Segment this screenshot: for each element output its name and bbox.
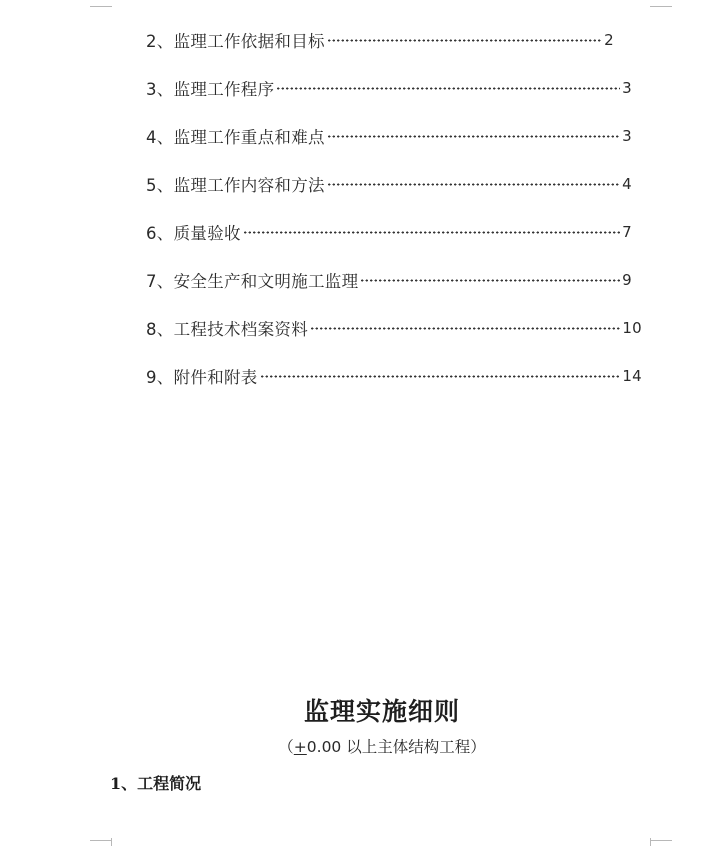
subtitle-open-paren: （ (278, 738, 294, 756)
toc-entry-title: 安全生产和文明施工监理 (173, 272, 359, 291)
toc-entry[interactable] (146, 76, 632, 100)
document-subtitle (0, 735, 718, 757)
toc-entry-title: 监理工作依据和目标 (173, 32, 325, 51)
plus-minus-sign: + (293, 738, 307, 756)
toc-leader-dots (360, 279, 620, 282)
toc-leader-dots (260, 375, 621, 378)
toc-entry-title: 附件和附表 (173, 368, 258, 387)
toc-entry[interactable] (146, 28, 614, 52)
toc-entry-number: 2、 (146, 32, 174, 51)
toc-entry-page: 3 (622, 127, 632, 145)
crop-mark-bottom-right (650, 840, 672, 841)
toc-entry-title: 监理工作内容和方法 (173, 176, 325, 195)
toc-entry-title: 工程技术档案资料 (173, 320, 309, 339)
toc-entry-number: 9、 (146, 368, 174, 387)
toc-leader-dots (327, 135, 620, 138)
toc-entry[interactable] (146, 172, 632, 196)
toc-entry[interactable] (146, 316, 642, 340)
toc-entry[interactable] (146, 364, 642, 388)
toc-entry-page: 10 (622, 319, 642, 337)
toc-entry-page: 14 (622, 367, 642, 385)
toc-entry-title: 质量验收 (173, 224, 241, 243)
crop-mark-top-left (90, 6, 112, 7)
toc-entry-page: 9 (622, 271, 632, 289)
document-title: 监理实施细则 (303, 697, 460, 726)
toc-entry-number: 5、 (146, 176, 174, 195)
section-heading: 1、工程简况 (110, 774, 202, 793)
toc-entry-number: 6、 (146, 224, 174, 243)
toc-entry-page: 3 (622, 79, 632, 97)
toc-entry-title: 监理工作重点和难点 (173, 128, 325, 147)
toc-leader-dots (276, 87, 620, 90)
toc-entry[interactable] (146, 268, 632, 292)
crop-mark-bottom-left (90, 840, 112, 841)
toc-leader-dots (327, 39, 602, 42)
subtitle-text: 0.00 以上主体结构工程） (306, 738, 486, 756)
toc-entry-number: 3、 (146, 80, 174, 99)
toc-entry-number: 4、 (146, 128, 174, 147)
toc-entry-page: 7 (622, 223, 632, 241)
toc-entry-title: 监理工作程序 (173, 80, 275, 99)
crop-mark-bottom-left-v (111, 838, 112, 846)
toc-entry-number: 8、 (146, 320, 174, 339)
toc-entry-number: 7、 (146, 272, 174, 291)
toc-leader-dots (243, 231, 620, 234)
toc-leader-dots (310, 327, 620, 330)
crop-mark-top-right (650, 6, 672, 7)
toc-entry[interactable] (146, 124, 632, 148)
toc-entry-page: 2 (604, 31, 614, 49)
toc-entry-page: 4 (622, 175, 632, 193)
toc-entry[interactable] (146, 220, 632, 244)
crop-mark-bottom-right-v (650, 838, 651, 846)
toc-leader-dots (327, 183, 620, 186)
